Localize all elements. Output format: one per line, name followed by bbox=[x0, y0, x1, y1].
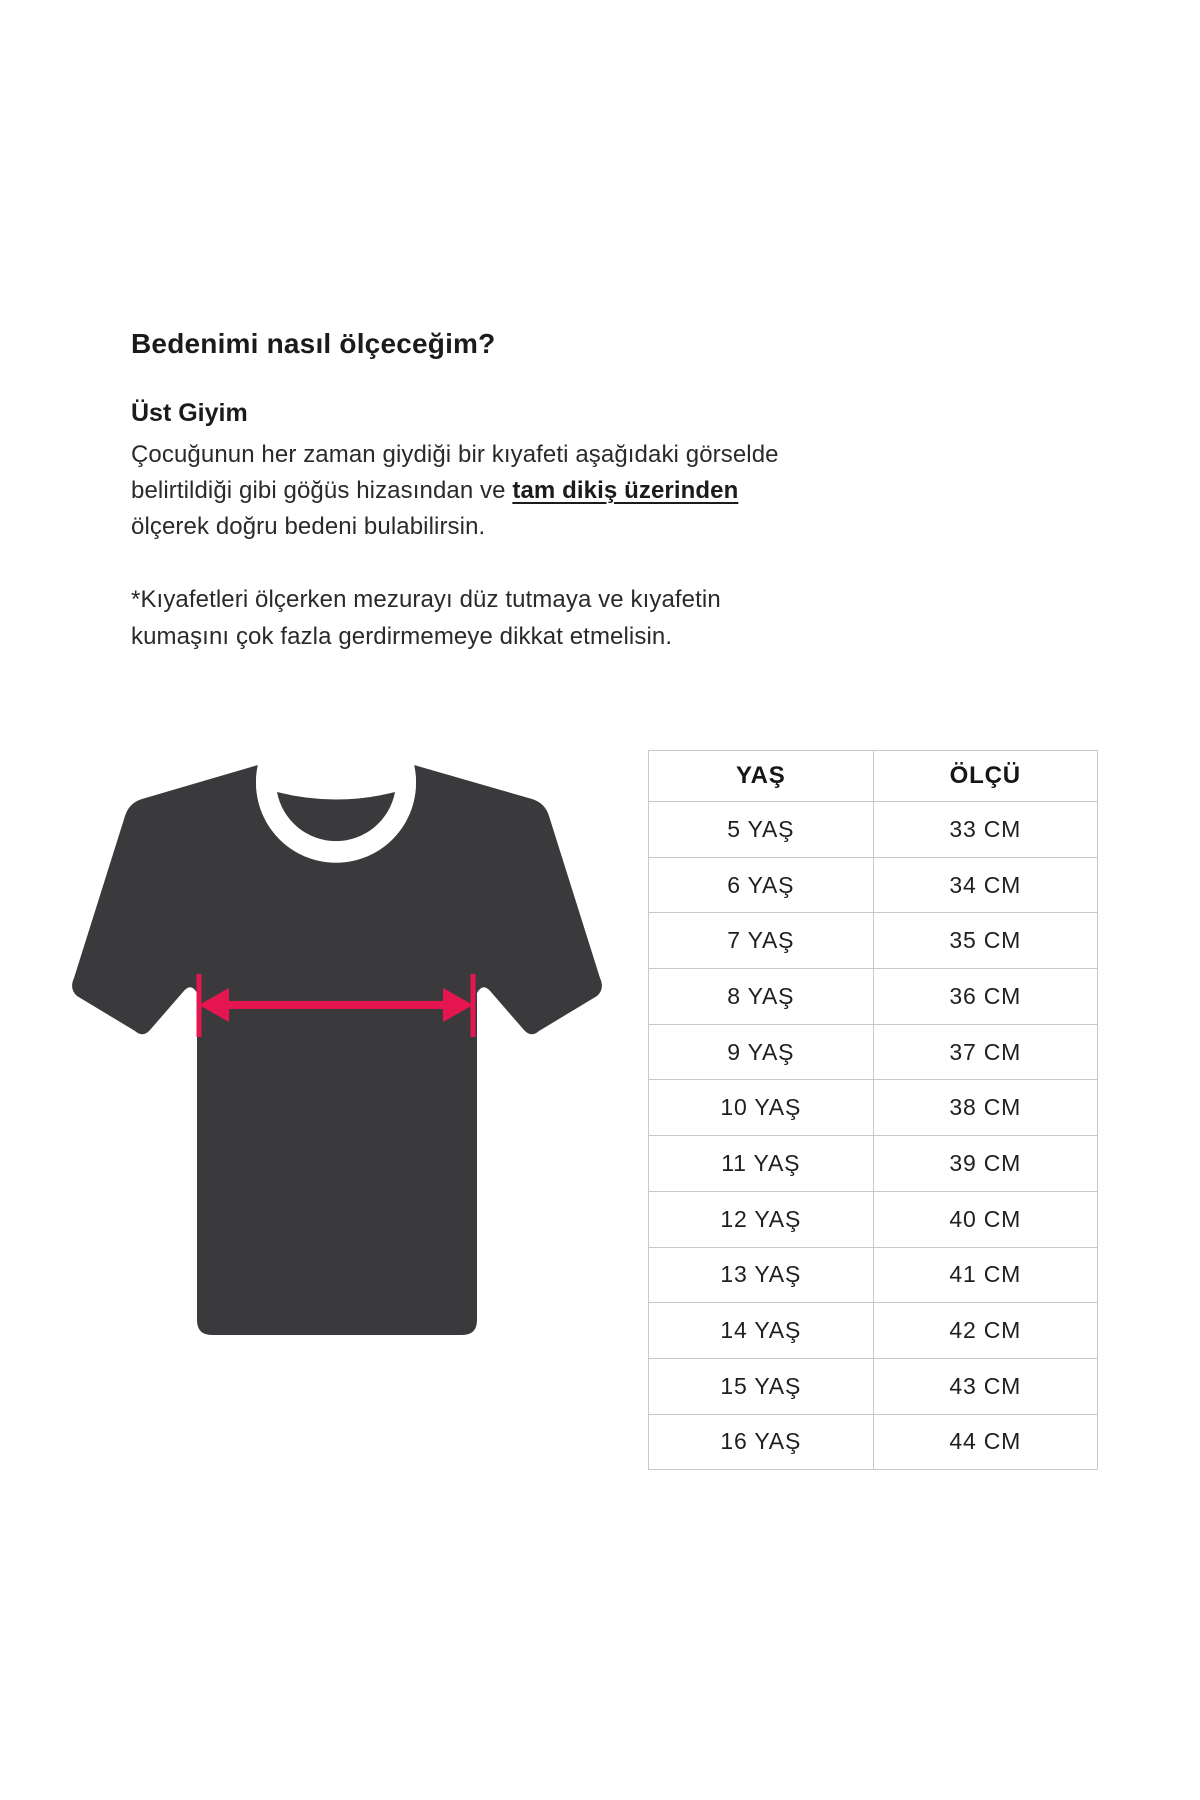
size-chart-body bbox=[649, 802, 1098, 1470]
size-cell: 41 CM bbox=[873, 1247, 1098, 1303]
age-cell: 9 YAŞ bbox=[649, 1024, 874, 1080]
table-row bbox=[649, 1247, 1098, 1303]
size-cell: 33 CM bbox=[873, 802, 1098, 858]
instruction-line-2 bbox=[131, 473, 779, 509]
instruction-line-1: Çocuğunun her zaman giydiği bir kıyafeti aşağıdaki görselde bbox=[131, 441, 779, 468]
size-cell: 39 CM bbox=[873, 1136, 1098, 1192]
page-title: Bedenimi nasıl ölçeceğim? bbox=[131, 328, 496, 359]
measurement-instructions bbox=[131, 437, 779, 545]
table-row bbox=[649, 1136, 1098, 1192]
size-cell: 36 CM bbox=[873, 969, 1098, 1025]
age-cell: 6 YAŞ bbox=[649, 857, 874, 913]
age-cell: 7 YAŞ bbox=[649, 913, 874, 969]
size-chart-header bbox=[649, 751, 1098, 802]
table-row bbox=[649, 857, 1098, 913]
header-row bbox=[649, 751, 1098, 802]
age-cell: 11 YAŞ bbox=[649, 1136, 874, 1192]
age-cell: 5 YAŞ bbox=[649, 802, 874, 858]
age-cell: 10 YAŞ bbox=[649, 1080, 874, 1136]
age-cell: 13 YAŞ bbox=[649, 1247, 874, 1303]
table-row bbox=[649, 1303, 1098, 1359]
table-row bbox=[649, 1414, 1098, 1470]
age-cell: 8 YAŞ bbox=[649, 969, 874, 1025]
size-chart-table bbox=[648, 750, 1098, 1470]
size-cell: 40 CM bbox=[873, 1191, 1098, 1247]
table-row bbox=[649, 802, 1098, 858]
table-row bbox=[649, 1024, 1098, 1080]
note-line-1: *Kıyafetleri ölçerken mezurayı düz tutmaya ve kıyafetin bbox=[131, 586, 721, 613]
size-cell: 42 CM bbox=[873, 1303, 1098, 1359]
table-row bbox=[649, 1358, 1098, 1414]
measure-column-header: ÖLÇÜ bbox=[873, 751, 1098, 802]
note-line-2: kumaşını çok fazla gerdirmemeye dikkat etmelisin. bbox=[131, 623, 673, 650]
tshirt-illustration bbox=[40, 660, 640, 1360]
section-heading-ust-giyim: Üst Giyim bbox=[131, 399, 248, 427]
size-cell: 43 CM bbox=[873, 1358, 1098, 1414]
instruction-line-3: ölçerek doğru bedeni bulabilirsin. bbox=[131, 513, 486, 540]
size-cell: 38 CM bbox=[873, 1080, 1098, 1136]
measurement-note bbox=[131, 581, 721, 655]
age-cell: 15 YAŞ bbox=[649, 1358, 874, 1414]
size-cell: 44 CM bbox=[873, 1414, 1098, 1470]
emphasized-phrase: tam dikiş üzerinden bbox=[512, 477, 739, 504]
table-row bbox=[649, 913, 1098, 969]
size-cell: 37 CM bbox=[873, 1024, 1098, 1080]
age-cell: 14 YAŞ bbox=[649, 1303, 874, 1359]
size-cell: 35 CM bbox=[873, 913, 1098, 969]
size-cell: 34 CM bbox=[873, 857, 1098, 913]
table-row bbox=[649, 1191, 1098, 1247]
instruction-line-2-text: belirtildiği gibi göğüs hizasından ve bbox=[131, 477, 513, 504]
age-cell: 12 YAŞ bbox=[649, 1191, 874, 1247]
table-row bbox=[649, 1080, 1098, 1136]
age-cell: 16 YAŞ bbox=[649, 1414, 874, 1470]
table-row bbox=[649, 969, 1098, 1025]
age-column-header: YAŞ bbox=[649, 751, 874, 802]
